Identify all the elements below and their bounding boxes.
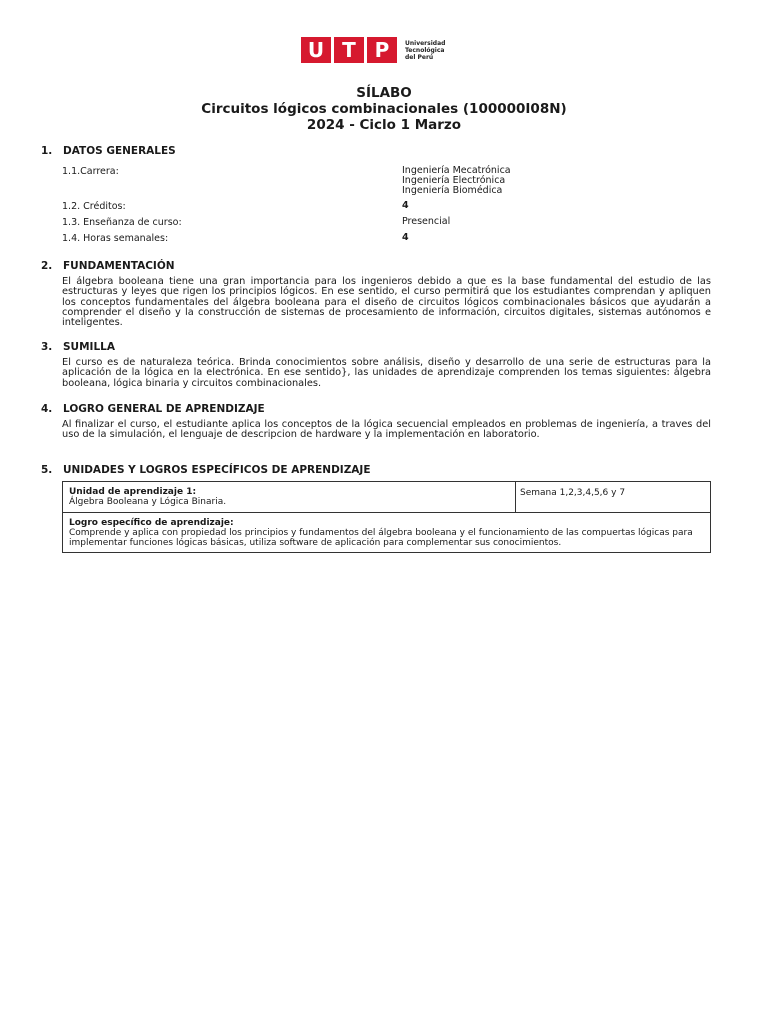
horas-label: 1.4. Horas semanales: [62, 233, 169, 244]
creditos-value: 4 [402, 200, 409, 211]
document-title-block [0, 85, 768, 133]
fundamentacion-text: El álgebra booleana tiene una gran importancia para los ingenieros debido a que es la base fundamental del estudio de las estructuras y leyes que rigen los principios lógicos. En ese sentido, el curso permitirá que los estudiantes comprendan y apliquen los conceptos fundamentales del álgebra booleana para el diseño de circuitos lógicos combinacionales básicos que ayudarán a comprender el diseño y la construcción de sistemas de procesamiento de información, circuitos digitales, sistemas autónomos e inteligentes. [62, 276, 711, 329]
section-unidades: 5. UNIDADES Y LOGROS ESPECÍFICOS DE APRENDIZAJE [41, 464, 371, 476]
creditos-label: 1.2. Créditos: [62, 201, 126, 212]
unit-label: Unidad de aprendizaje 1: [69, 487, 197, 497]
unit-logro-label: Logro específico de aprendizaje: [69, 518, 234, 528]
course-period: 2024 - Ciclo 1 Marzo [306, 117, 462, 133]
ensenanza-label: 1.3. Enseñanza de curso: [62, 217, 182, 228]
logo-letter-t: T [334, 37, 364, 63]
section-fundamentacion: 2. FUNDAMENTACIÓN [41, 260, 175, 272]
unit-cell [63, 482, 516, 512]
unit-table [62, 481, 711, 553]
logo-university-name: Universidad Tecnológica del Perú [405, 39, 446, 61]
carrera-values: Ingeniería Mecatrónica Ingeniería Electrónica Ingeniería Biomédica [402, 165, 511, 196]
unit-header-row [63, 482, 710, 513]
sumilla-text: El curso es de naturaleza teórica. Brinda conocimientos sobre análisis, diseño y desarrollo de una serie de estructuras para la aplicación de la lógica en la electrónica. En ese sentido}, las unidades de aprendizaje comprenden los temas siguientes: álgebra booleana, lógica binaria y circuitos combinacionales. [62, 357, 711, 389]
carrera-label: 1.1.Carrera: [62, 166, 119, 177]
logo-letter-u: U [301, 37, 331, 63]
course-name: Circuitos lógicos combinacionales (100000I08N) [201, 101, 567, 117]
logo-letter-p: P [367, 37, 397, 63]
horas-value: 4 [402, 232, 409, 243]
document-title: SÍLABO [356, 85, 412, 101]
section-sumilla: 3. SUMILLA [41, 341, 115, 353]
unit-name: Álgebra Booleana y Lógica Binaria. [69, 497, 227, 507]
ensenanza-value: Presencial [402, 216, 451, 227]
logro-general-text: Al finalizar el curso, el estudiante aplica los conceptos de la lógica secuencial empleados en problemas de ingeniería, a traves del uso de la simulación, el lenguaje de descripcion de hardware y la implementación en laboratorio. [62, 419, 711, 441]
section-logro-general: 4. LOGRO GENERAL DE APRENDIZAJE [41, 403, 265, 415]
utp-logo [301, 36, 445, 64]
unit-logro-cell [63, 513, 710, 552]
section-datos-generales: 1. DATOS GENERALES [41, 145, 176, 157]
unit-logro-text: Comprende y aplica con propiedad los principios y fundamentos del álgebra booleana y el funcionamiento de las compuertas lógicas para implementar funciones lógicas básicas, utiliza software de aplicación para complementar sus conocimientos. [69, 528, 693, 548]
unit-weeks: Semana 1,2,3,4,5,6 y 7 [520, 488, 626, 498]
